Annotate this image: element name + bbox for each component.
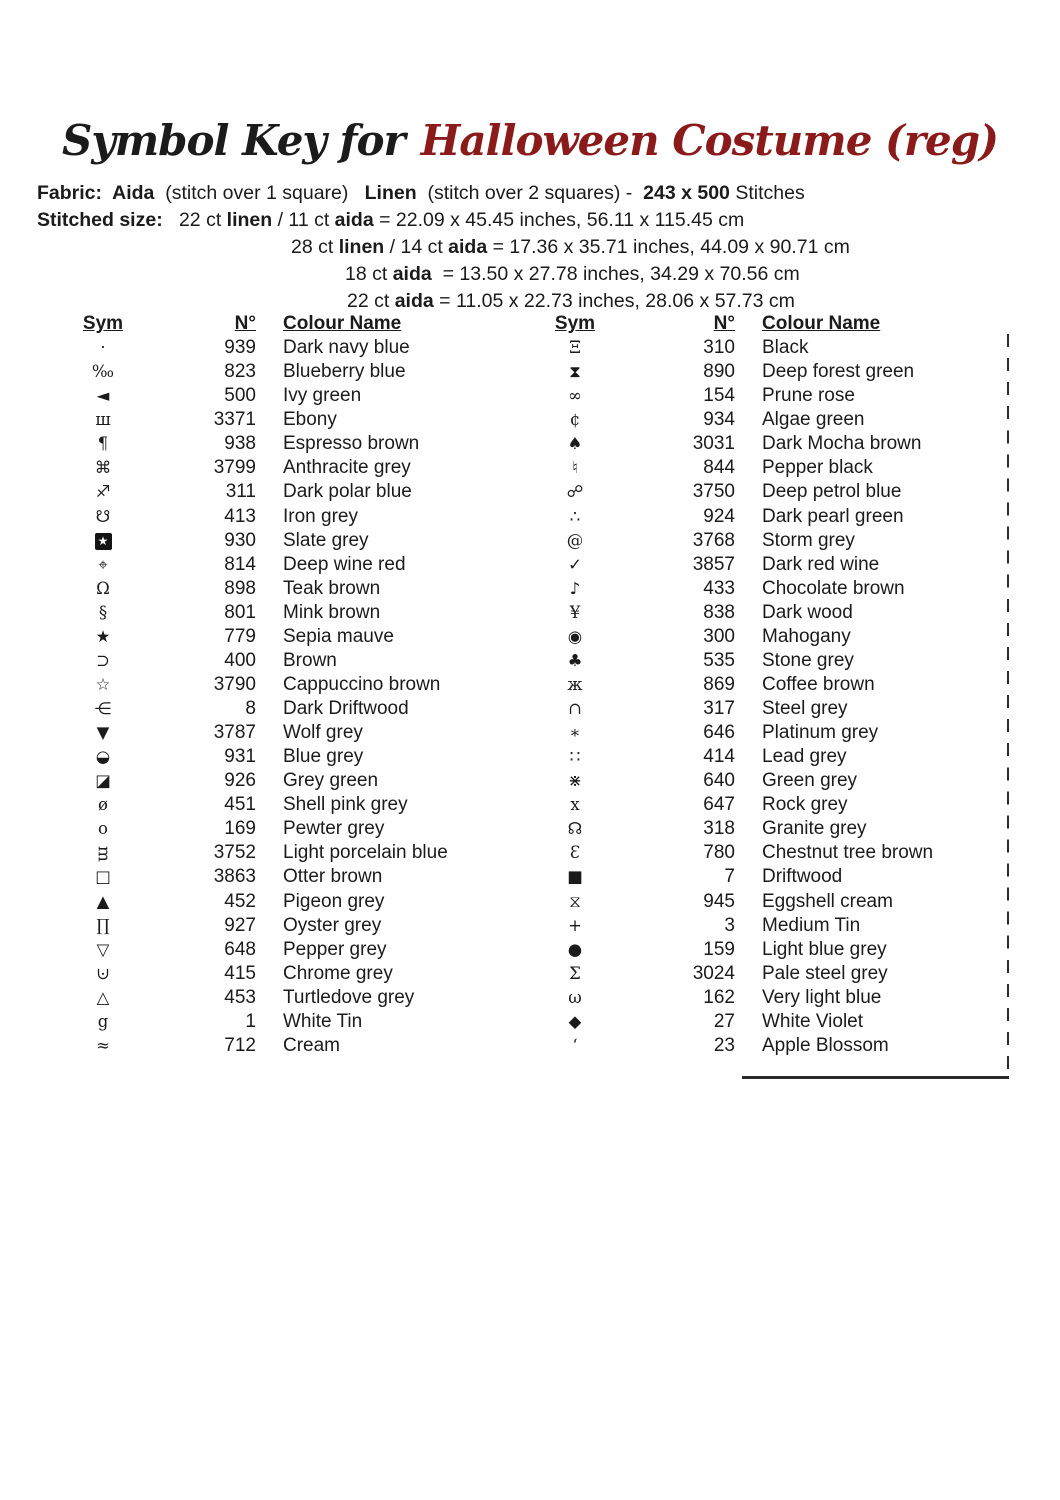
thread-number: 3750 bbox=[692, 481, 735, 503]
colour-name: Dark wood bbox=[762, 601, 853, 623]
symbol-cell: ● bbox=[567, 939, 583, 959]
colour-name: Stone grey bbox=[762, 649, 854, 671]
stitched-size-line bbox=[0, 288, 1060, 315]
page-title-prefix: Symbol Key for bbox=[61, 116, 405, 165]
symbol-cell: ø bbox=[98, 795, 108, 815]
colour-name: Pepper black bbox=[762, 457, 873, 479]
colour-name: Pepper grey bbox=[283, 938, 387, 960]
text-segment: (stitch over 2 squares) - bbox=[427, 182, 644, 204]
colour-name: Deep forest green bbox=[762, 361, 915, 383]
colour-name: Dark pearl green bbox=[762, 505, 904, 527]
thread-number: 535 bbox=[703, 649, 735, 671]
colour-name: Deep petrol blue bbox=[762, 481, 902, 503]
text-segment: Stitches bbox=[729, 182, 805, 204]
colour-name: Light porcelain blue bbox=[283, 842, 448, 864]
colour-name: Coffee brown bbox=[762, 673, 875, 695]
text-segment: aida bbox=[392, 263, 432, 285]
stitched-size-line bbox=[0, 261, 1060, 288]
text-segment: 22 ct bbox=[347, 290, 395, 312]
colour-name: Chrome grey bbox=[283, 962, 393, 984]
table-frame-right-edge bbox=[1007, 334, 1009, 1078]
symbol-cell: ω bbox=[568, 987, 582, 1007]
text-segment: = 13.50 x 27.78 inches, 34.29 x 70.56 cm bbox=[431, 263, 800, 285]
text-segment: Fabric: Aida bbox=[37, 182, 166, 204]
symbol-key-table-left bbox=[80, 312, 520, 1058]
symbol-cell: ★ bbox=[95, 626, 111, 646]
colour-name: Grey green bbox=[283, 770, 379, 792]
colour-name: Storm grey bbox=[762, 529, 855, 551]
text-segment: aida bbox=[448, 236, 488, 258]
symbol-cell: ᴟ bbox=[97, 843, 109, 863]
colour-name: Medium Tin bbox=[762, 914, 861, 936]
thread-number: 413 bbox=[224, 505, 256, 527]
text-segment: linen bbox=[338, 236, 385, 258]
symbol-cell: @ bbox=[566, 530, 584, 550]
inverse-symbol: ★ bbox=[95, 533, 112, 550]
colour-name: Eggshell cream bbox=[762, 890, 893, 912]
symbol-cell: ⧗ bbox=[569, 362, 581, 382]
thread-number: 939 bbox=[224, 337, 256, 359]
symbol-cell: Σ bbox=[569, 963, 581, 983]
symbol-cell: Ξ bbox=[569, 338, 581, 358]
symbol-cell: ⌖ bbox=[98, 554, 108, 574]
thread-number: 415 bbox=[224, 962, 256, 984]
colour-name: Dark Mocha brown bbox=[762, 433, 922, 455]
thread-number: 8 bbox=[245, 698, 256, 720]
symbol-cell: ☆ bbox=[95, 674, 111, 694]
symbol-cell: △ bbox=[96, 987, 110, 1007]
column-header-number: N° bbox=[234, 313, 256, 335]
symbol-cell: ♐ bbox=[95, 482, 111, 502]
table-frame-bottom-edge bbox=[742, 1076, 1009, 1079]
colour-name: Ivy green bbox=[283, 385, 362, 407]
symbol-cell: ☊ bbox=[567, 819, 583, 839]
text-segment: 243 x 500 bbox=[643, 182, 730, 204]
colour-name: Driftwood bbox=[762, 866, 843, 888]
colour-name: Mahogany bbox=[762, 625, 851, 647]
thread-number: 311 bbox=[225, 481, 256, 503]
symbol-cell: ♮ bbox=[572, 458, 578, 478]
thread-number: 3024 bbox=[692, 962, 735, 984]
symbol-cell: § bbox=[98, 602, 108, 622]
symbol-cell: ≈ bbox=[96, 1035, 110, 1055]
thread-number: 814 bbox=[224, 553, 256, 575]
column-header-sym: Sym bbox=[554, 313, 596, 335]
thread-number: 310 bbox=[703, 337, 735, 359]
column-header-number: N° bbox=[713, 313, 735, 335]
text-segment: aida bbox=[394, 290, 434, 312]
stitched-size-line bbox=[0, 234, 1060, 261]
thread-number: 3863 bbox=[213, 866, 256, 888]
stitched-size-line bbox=[0, 207, 1060, 234]
colour-name: Algae green bbox=[762, 409, 865, 431]
thread-number: 162 bbox=[703, 986, 735, 1008]
thread-number: 452 bbox=[224, 890, 256, 912]
symbol-cell: ⧖ bbox=[569, 891, 581, 911]
thread-number: 647 bbox=[703, 794, 735, 816]
colour-name: White Tin bbox=[283, 1010, 363, 1032]
symbol-cell: ♠ bbox=[567, 434, 583, 454]
thread-number: 3 bbox=[724, 914, 735, 936]
symbol-cell: ◉ bbox=[567, 626, 583, 646]
thread-number: 648 bbox=[224, 938, 256, 960]
text-segment: = 22.09 x 45.45 inches, 56.11 x 115.45 cm bbox=[373, 209, 745, 231]
thread-number: 931 bbox=[224, 746, 256, 768]
colour-name: White Violet bbox=[762, 1010, 864, 1032]
colour-name: Espresso brown bbox=[283, 433, 420, 455]
thread-number: 3790 bbox=[213, 673, 256, 695]
symbol-cell: ▼ bbox=[96, 723, 110, 743]
symbol-cell: ◪ bbox=[95, 771, 111, 791]
symbol-cell: g bbox=[97, 1011, 109, 1031]
thread-number: 414 bbox=[703, 746, 735, 768]
symbol-cell: ∴ bbox=[569, 506, 581, 526]
thread-number: 3857 bbox=[692, 553, 735, 575]
thread-number: 801 bbox=[224, 601, 256, 623]
symbol-cell: ⋲ bbox=[94, 699, 112, 719]
thread-number: 3787 bbox=[213, 722, 256, 744]
thread-number: 3031 bbox=[692, 433, 735, 455]
symbol-cell: ¢ bbox=[569, 410, 581, 430]
symbol-cell: ‰ bbox=[91, 362, 115, 382]
colour-name: Dark navy blue bbox=[283, 337, 410, 359]
thread-number: 838 bbox=[703, 601, 735, 623]
colour-name: Oyster grey bbox=[283, 914, 382, 936]
thread-number: 780 bbox=[703, 842, 735, 864]
colour-name: Steel grey bbox=[762, 698, 848, 720]
page-title-pattern-name: Halloween Costume (reg) bbox=[420, 116, 999, 165]
thread-number: 300 bbox=[703, 625, 735, 647]
thread-number: 712 bbox=[224, 1034, 256, 1056]
symbol-cell: ◄ bbox=[96, 386, 110, 406]
thread-number: 646 bbox=[703, 722, 735, 744]
thread-number: 934 bbox=[703, 409, 735, 431]
text-segment: 18 ct bbox=[345, 263, 393, 285]
symbol-cell: o bbox=[98, 819, 108, 839]
thread-number: 400 bbox=[224, 649, 256, 671]
colour-name: Light blue grey bbox=[762, 938, 887, 960]
colour-name: Black bbox=[762, 337, 809, 359]
thread-number: 898 bbox=[224, 577, 256, 599]
symbol-cell: ▽ bbox=[96, 939, 110, 959]
text-segment: aida bbox=[334, 209, 374, 231]
symbol-cell: x bbox=[570, 795, 580, 815]
text-segment: Linen bbox=[364, 182, 428, 204]
thread-number: 453 bbox=[224, 986, 256, 1008]
page-title bbox=[0, 116, 1060, 165]
thread-number: 844 bbox=[703, 457, 735, 479]
text-segment: (stitch over 1 square) bbox=[165, 182, 365, 204]
symbol-cell: ▲ bbox=[96, 891, 110, 911]
thread-number: 930 bbox=[224, 529, 256, 551]
thread-number: 869 bbox=[703, 673, 735, 695]
colour-name: Platinum grey bbox=[762, 722, 879, 744]
thread-number: 3768 bbox=[692, 529, 735, 551]
symbol-cell: ☋ bbox=[95, 506, 111, 526]
thread-number: 945 bbox=[703, 890, 735, 912]
column-header-sym: Sym bbox=[82, 313, 124, 335]
colour-name: Sepia mauve bbox=[283, 625, 394, 647]
thread-number: 27 bbox=[713, 1010, 735, 1032]
thread-number: 500 bbox=[224, 385, 256, 407]
text-segment: / 11 ct bbox=[272, 209, 335, 231]
symbol-cell: ∷ bbox=[569, 747, 581, 767]
thread-number: 169 bbox=[224, 818, 256, 840]
symbol-cell: ∞ bbox=[568, 386, 582, 406]
symbol-cell: ж bbox=[567, 674, 583, 694]
symbol-cell: ◆ bbox=[568, 1011, 582, 1031]
thread-number: 3371 bbox=[213, 409, 256, 431]
symbol-cell: ¥ bbox=[569, 602, 581, 622]
colour-name: Cream bbox=[283, 1034, 341, 1056]
symbol-cell: ∩ bbox=[568, 699, 582, 719]
text-segment: / 14 ct bbox=[384, 236, 449, 258]
colour-name: Apple Blossom bbox=[762, 1034, 889, 1056]
symbol-cell: Ɛ bbox=[569, 843, 581, 863]
symbol-cell: ✓ bbox=[568, 554, 582, 574]
colour-name: Prune rose bbox=[762, 385, 855, 407]
text-segment: 22 ct bbox=[162, 209, 227, 231]
column-header-colour-name: Colour Name bbox=[762, 313, 881, 335]
thread-number: 318 bbox=[703, 818, 735, 840]
colour-name: Blue grey bbox=[283, 746, 364, 768]
symbol-cell: ¶ bbox=[97, 434, 109, 454]
colour-name: Pigeon grey bbox=[283, 890, 385, 912]
thread-number: 7 bbox=[724, 866, 735, 888]
column-header-colour-name: Colour Name bbox=[283, 313, 402, 335]
colour-name: Lead grey bbox=[762, 746, 847, 768]
colour-name: Blueberry blue bbox=[283, 361, 406, 383]
colour-name: Slate grey bbox=[283, 529, 369, 551]
thread-number: 927 bbox=[224, 914, 256, 936]
colour-name: Anthracite grey bbox=[283, 457, 411, 479]
text-segment: = 17.36 x 35.71 inches, 44.09 x 90.71 cm bbox=[487, 236, 850, 258]
symbol-cell: ■ bbox=[567, 867, 583, 887]
symbol-cell: ∏ bbox=[96, 915, 110, 935]
symbol-cell: ♪ bbox=[569, 578, 581, 598]
symbol-key-table-right bbox=[552, 312, 992, 1058]
thread-number: 938 bbox=[224, 433, 256, 455]
symbol-cell: ♣ bbox=[567, 650, 583, 670]
text-segment: 28 ct bbox=[291, 236, 339, 258]
text-segment: = 11.05 x 22.73 inches, 28.06 x 57.73 cm bbox=[433, 290, 795, 312]
colour-name: Pale steel grey bbox=[762, 962, 888, 984]
thread-number: 159 bbox=[703, 938, 735, 960]
colour-name: Green grey bbox=[762, 770, 858, 792]
colour-name: Wolf grey bbox=[283, 722, 363, 744]
colour-name: Teak brown bbox=[283, 577, 381, 599]
colour-name: Cappuccino brown bbox=[283, 673, 441, 695]
thread-number: 317 bbox=[703, 698, 735, 720]
symbol-cell: ◒ bbox=[95, 747, 111, 767]
symbol-cell: ш bbox=[95, 410, 111, 430]
thread-number: 433 bbox=[703, 577, 735, 599]
colour-name: Shell pink grey bbox=[283, 794, 408, 816]
symbol-cell: ‘ bbox=[572, 1035, 578, 1055]
colour-name: Chocolate brown bbox=[762, 577, 905, 599]
symbol-cell bbox=[80, 529, 126, 553]
colour-name: Dark polar blue bbox=[283, 481, 412, 503]
thread-number: 823 bbox=[224, 361, 256, 383]
symbol-cell: ⊃ bbox=[96, 650, 110, 670]
text-segment: linen bbox=[226, 209, 273, 231]
colour-name: Granite grey bbox=[762, 818, 867, 840]
colour-name: Brown bbox=[283, 649, 337, 671]
colour-name: Mink brown bbox=[283, 601, 381, 623]
thread-number: 154 bbox=[703, 385, 735, 407]
colour-name: Deep wine red bbox=[283, 553, 406, 575]
fabric-line bbox=[0, 180, 1060, 207]
thread-number: 779 bbox=[224, 625, 256, 647]
colour-name: Dark red wine bbox=[762, 553, 880, 575]
symbol-cell: · bbox=[100, 338, 106, 358]
colour-name: Otter brown bbox=[283, 866, 383, 888]
thread-number: 924 bbox=[703, 505, 735, 527]
thread-number: 640 bbox=[703, 770, 735, 792]
fabric-info-block bbox=[0, 180, 1060, 315]
symbol-cell: ⋇ bbox=[568, 771, 582, 791]
colour-name: Iron grey bbox=[283, 505, 358, 527]
thread-number: 890 bbox=[703, 361, 735, 383]
colour-name: Pewter grey bbox=[283, 818, 385, 840]
colour-name: Dark Driftwood bbox=[283, 698, 409, 720]
thread-number: 3799 bbox=[213, 457, 256, 479]
thread-number: 926 bbox=[224, 770, 256, 792]
text-segment: Stitched size: bbox=[37, 209, 163, 231]
colour-name: Turtledove grey bbox=[283, 986, 415, 1008]
symbol-cell: ∗ bbox=[569, 723, 581, 743]
symbol-cell: ⌘ bbox=[94, 458, 112, 478]
thread-number: 3752 bbox=[213, 842, 256, 864]
thread-number: 1 bbox=[245, 1010, 256, 1032]
colour-name: Rock grey bbox=[762, 794, 848, 816]
symbol-cell: □ bbox=[95, 867, 111, 887]
symbol-cell: ⊍ bbox=[96, 963, 110, 983]
colour-name: Very light blue bbox=[762, 986, 882, 1008]
colour-name: Ebony bbox=[283, 409, 337, 431]
symbol-cell: Ω bbox=[96, 578, 110, 598]
symbol-cell: ☍ bbox=[566, 482, 584, 502]
thread-number: 451 bbox=[224, 794, 256, 816]
thread-number: 23 bbox=[713, 1034, 735, 1056]
colour-name: Chestnut tree brown bbox=[762, 842, 934, 864]
symbol-cell: + bbox=[568, 915, 582, 935]
